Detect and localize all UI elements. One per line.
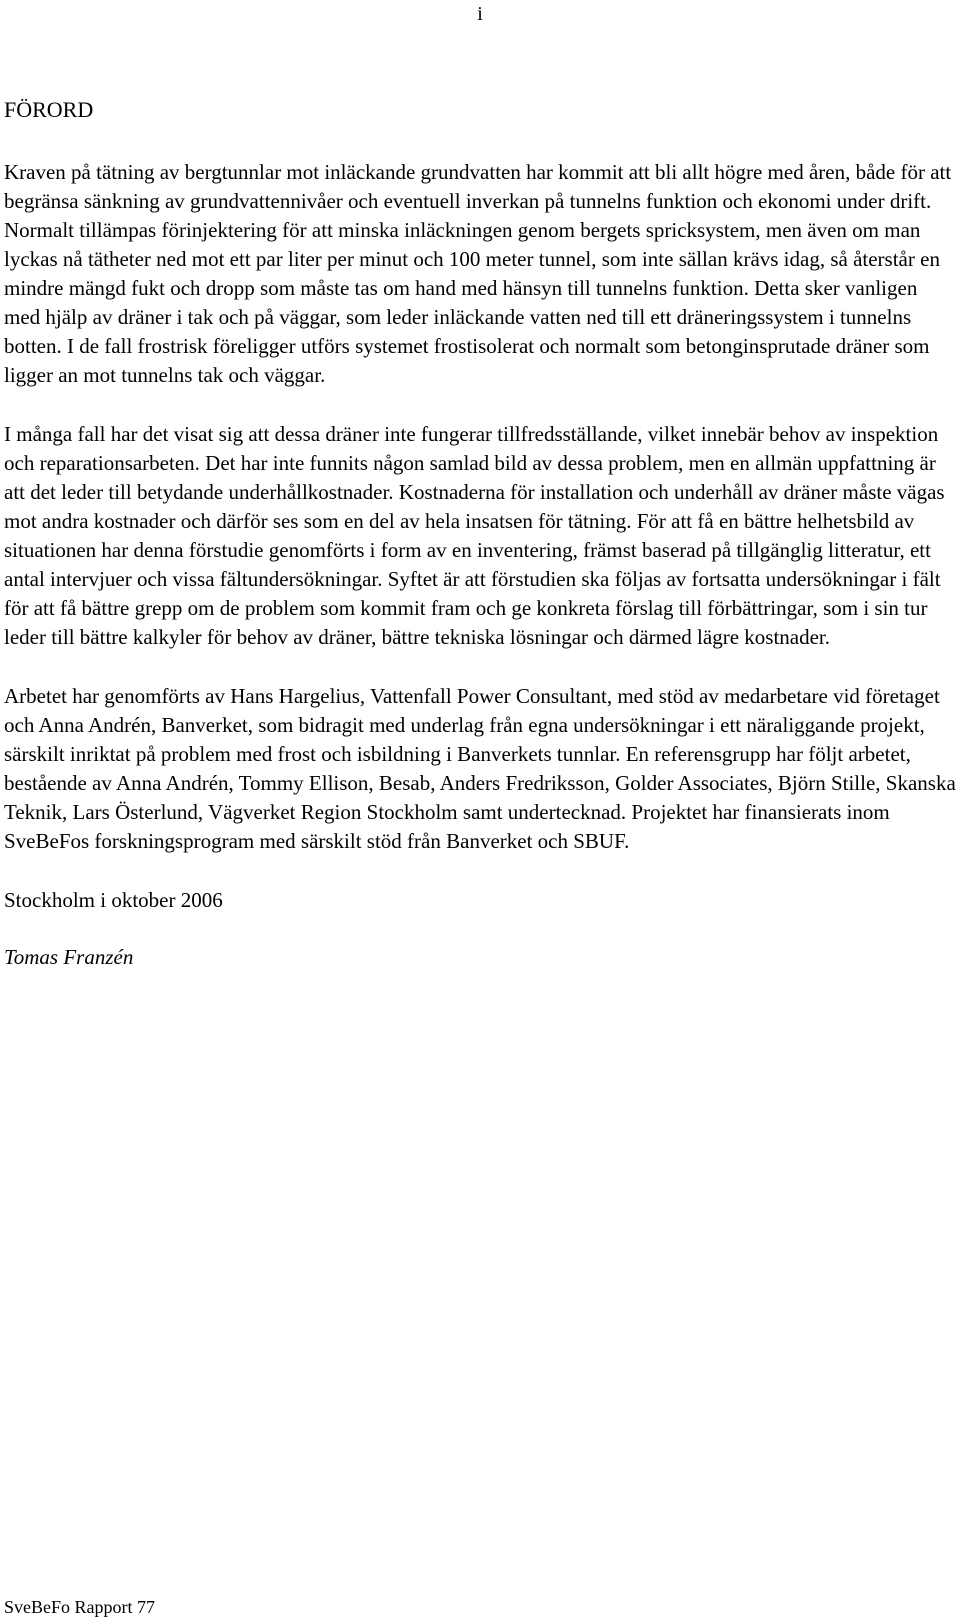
paragraph-purpose: I många fall har det visat sig att dessa dräner inte fungerar tillfredsställande, vilket innebär behov av inspektion och reparationsarbeten. Det har inte funnits någon samlad bild av dessa problem, men en allmän uppfattning är att det leder till betydande underhållkostnader. Kostnaderna för installation och underhåll av dräner måste vägas mot andra kostnader och därför ses som en del av hela insatsen för tätning. För att få en bättre helhetsbild av situationen har denna förstudie genomförts i form av en inventering, främst baserad på tillgänglig litteratur, ett antal intervjuer och vissa fältundersökningar. Syftet är att förstudien ska följas av fortsatta undersökningar i fält för att få bättre grepp om de problem som kommit fram och ge konkreta förslag till förbättringar, som i sin tur leder till bättre kalkyler för behov av dräner, bättre tekniska lösningar och därmed lägre kostnader.	[4, 422, 945, 649]
page-number: i	[477, 3, 483, 25]
document-body	[4, 96, 956, 972]
place-date: Stockholm i oktober 2006	[4, 888, 223, 912]
footer-report-label: SveBeFo Rapport 77	[4, 1597, 155, 1617]
paragraph-credits: Arbetet har genomförts av Hans Hargelius, Vattenfall Power Consultant, med stöd av medarbetare vid företaget och Anna Andrén, Banverket, som bidragit med underlag från egna undersökningar i ett näraliggande projekt, särskilt inriktat på problem med frost och isbildning i Banverkets tunnlar. En referensgrupp har följt arbetet, bestående av Anna Andrén, Tommy Ellison, Besab, Anders Fredriksson, Golder Associates, Björn Stille, Skanska Teknik, Lars Österlund, Vägverket Region Stockholm samt undertecknad. Projektet har finansierats inom SveBeFos forskningsprogram med särskilt stöd från Banverket och SBUF.	[4, 684, 956, 853]
paragraph-intro: Kraven på tätning av bergtunnlar mot inläckande grundvatten har kommit att bli allt högre med åren, både för att begränsa sänkning av grundvattennivåer och eventuell inverkan på tunnelns funktion och ekonomi under drift. Normalt tillämpas förinjektering för att minska inläckningen genom bergets spricksystem, men även om man lyckas nå tätheter ned mot ett par liter per minut och 100 meter tunnel, som inte sällan krävs idag, så återstår en mindre mängd fukt och dropp som måste tas om hand med hänsyn till tunnelns funktion. Detta sker vanligen med hjälp av dräner i tak och på väggar, som leder inläckande vatten ned till ett dräneringssystem i tunnelns botten. I de fall frostrisk föreligger utförs systemet frostisolerat och normalt som betonginsprutade dräner som ligger an mot tunnelns tak och väggar.	[4, 160, 952, 387]
page-title: FÖRORD	[4, 97, 94, 122]
signature: Tomas Franzén	[4, 945, 134, 969]
